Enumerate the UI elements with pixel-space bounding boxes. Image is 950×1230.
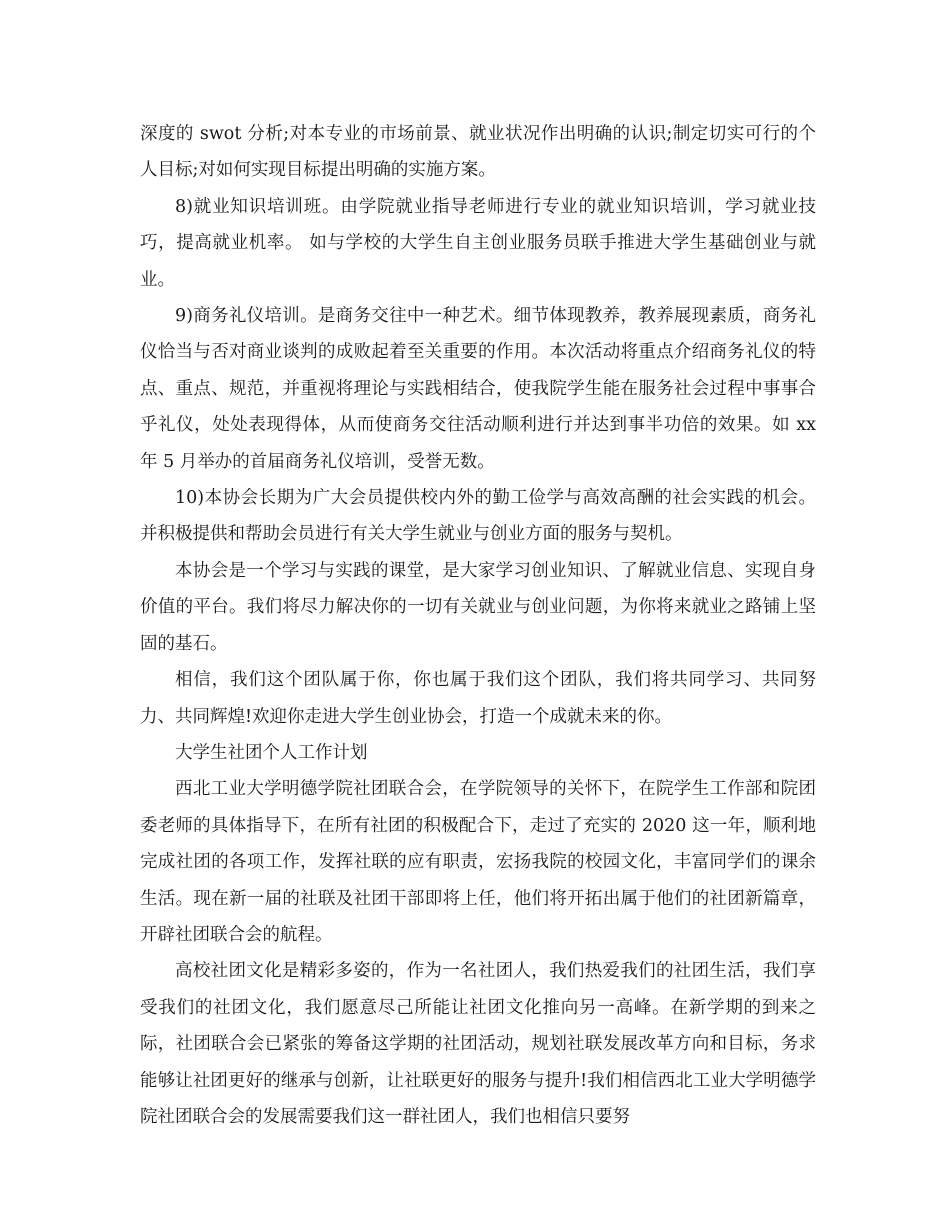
paragraph-business-etiquette: 9)商务礼仪培训。是商务交往中一种艺术。细节体现教养，教养展现素质，商务礼仪恰当与否对商业谈判的成败起着至关重要的作用。本次活动将重点介绍商务礼仪的特点、重点、规范，并重视将理论与实践相结合，使我院学生能在服务社会过程中事事合乎礼仪，处处表现得体，从而使商务交往活动顺利进行并达到事半功倍的效果。如 xx 年 5 月举办的首届商务礼仪培训，受誉无数。 [140,306,816,472]
paragraph-association-platform: 本协会是一个学习与实践的课堂，是大家学习创业知识、了解就业信息、实现自身价值的平台。我们将尽力解决你的一切有关就业与创业问题，为你将来就业之路铺上坚固的基石。 [140,560,816,654]
paragraph-club-culture: 高校社团文化是精彩多姿的，作为一名社团人，我们热爱我们的社团生活，我们享受我们的社团文化，我们愿意尽己所能让社团文化推向另一高峰。在新学期的到来之际，社团联合会已紧张的筹备这学期的社团活动，规划社联发展改革方向和目标，务求能够让社团更好的继承与创新，让社联更好的服务与提升!我们相信西北工业大学明德学院社团联合会的发展需要我们这一群社团人，我们也相信只要努 [140,961,816,1127]
document-body [140,116,816,1135]
paragraph-swot-analysis: 深度的 swot 分析;对本专业的市场前景、就业状况作出明确的认识;制定切实可行的个人目标;对如何实现目标提出明确的实施方案。 [140,124,816,181]
section-heading: 大学生社团个人工作计划 [175,742,368,763]
paragraph-welcome: 相信，我们这个团队属于你，你也属于我们这个团队，我们将共同学习、共同努力、共同辉煌!欢迎你走进大学生创业协会，打造一个成就未来的你。 [140,670,816,727]
paragraph-work-study: 10)本协会长期为广大会员提供校内外的勤工俭学与高效高酬的社会实践的机会。 并积极提供和帮助会员进行有关大学生就业与创业方面的服务与契机。 [140,488,816,545]
paragraph-employment-training: 8)就业知识培训班。由学院就业指导老师进行专业的就业知识培训，学习就业技巧，提高就业机率。 如与学校的大学生自主创业服务员联手推进大学生基础创业与就业。 [140,196,816,290]
paragraph-club-federation: 西北工业大学明德学院社团联合会，在学院领导的关怀下，在院学生工作部和院团委老师的具体指导下，在所有社团的积极配合下，走过了充实的 2020 这一年，顺利地完成社团的各项工作，发挥社联的应有职责，宏扬我院的校园文化，丰富同学们的课余生活。现在新一届的社联及社团干部即将上任，他们将开拓出属于他们的社团新篇章，开辟社团联合会的航程。 [140,779,816,945]
